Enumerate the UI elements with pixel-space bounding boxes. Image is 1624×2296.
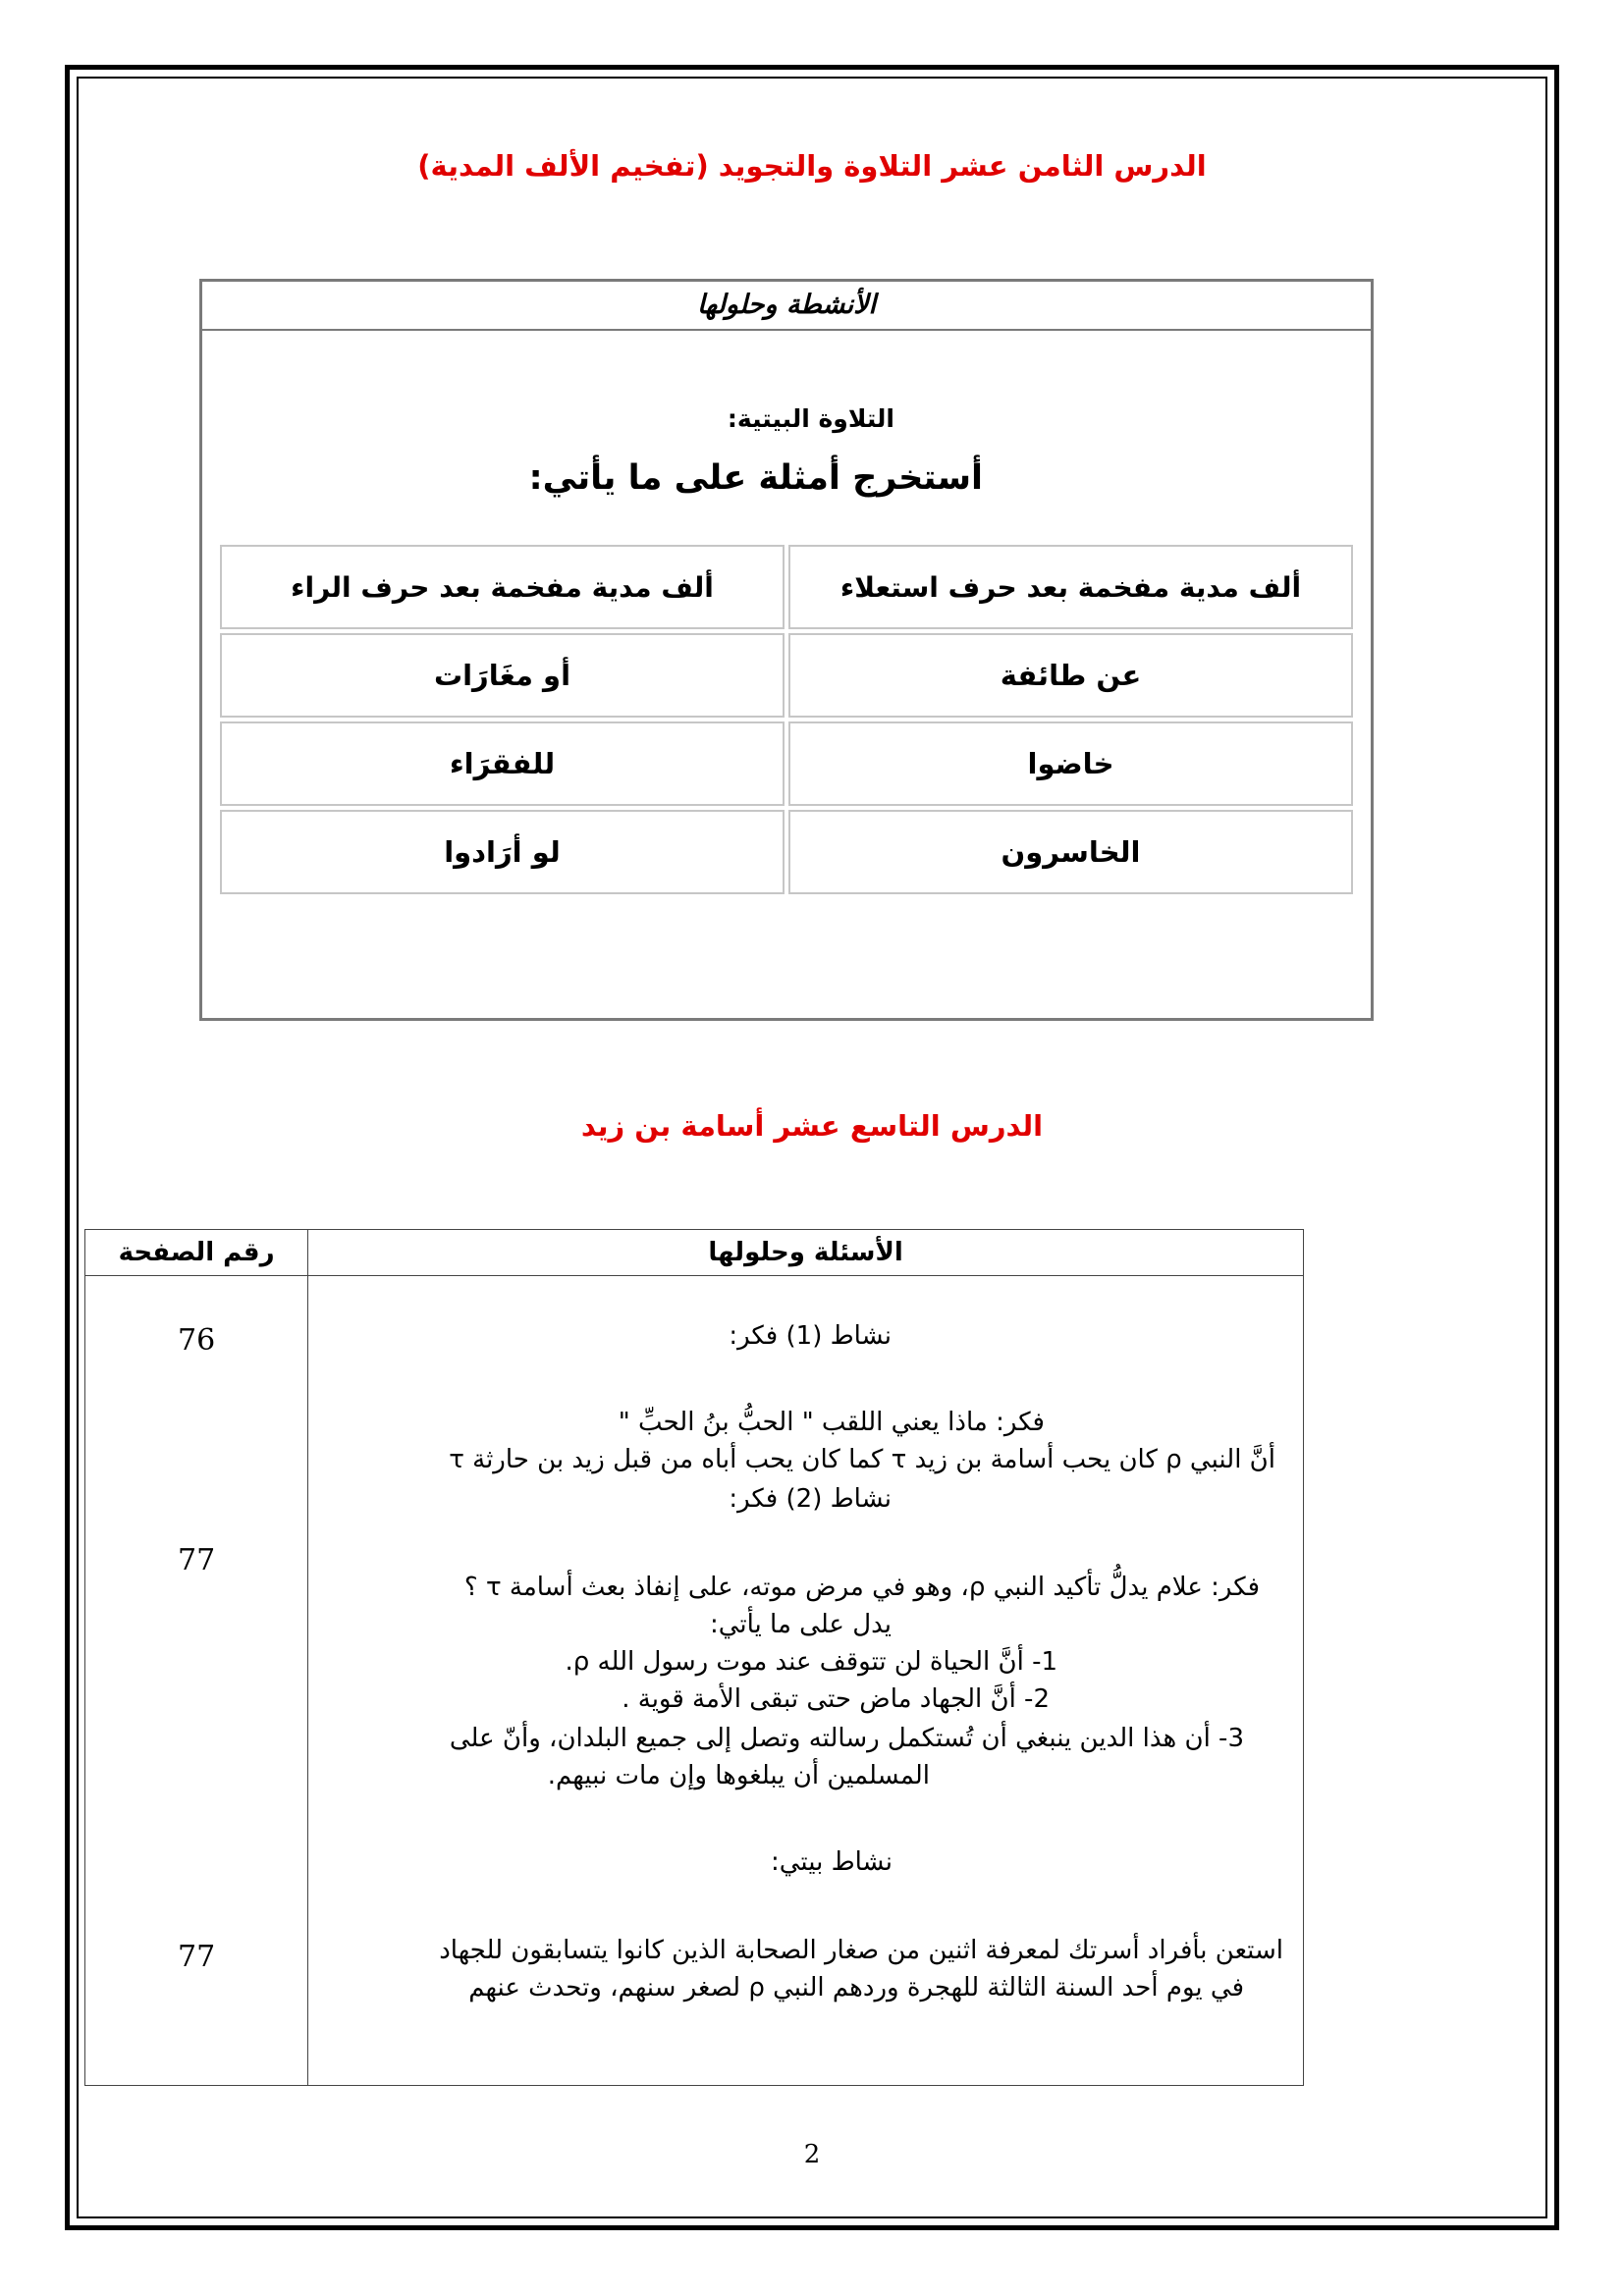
table-row	[85, 1276, 1304, 2086]
activity-2-heading: نشاط (2) فكر:	[729, 1484, 892, 1514]
questions-header: الأسئلة وحلولها	[308, 1230, 1304, 1276]
home-recitation-heading: التلاوة البيتية:	[727, 404, 894, 433]
lesson-18-title: الدرس الثامن عشر التلاوة والتجويد (تفخيم الألف المدية)	[417, 149, 1207, 183]
activity-1-heading: نشاط (1) فكر:	[729, 1321, 892, 1351]
page-number: 76	[177, 1323, 216, 1358]
page-number-footer: 2	[803, 2140, 821, 2169]
activities-box	[199, 279, 1374, 1021]
answer-line: 3- أن هذا الدين ينبغي أن تُستكمل رسالته وتصل إلى جميع البلدان، وأنّ على	[449, 1724, 1244, 1753]
table-cell: عن طائفة	[788, 633, 1353, 718]
table-cell: لو أرَادوا	[220, 810, 785, 894]
question-line: فكر: علام يدلُّ تأكيد النبي ρ، وهو في مرض موته، على إنفاذ بعث أسامة τ ؟	[463, 1573, 1260, 1602]
lesson-19-title: الدرس التاسع عشر أسامة بن زيد	[580, 1109, 1044, 1143]
table-row	[220, 721, 1353, 806]
answer-line: أنَّ النبي ρ كان يحب أسامة بن زيد τ كما كان يحب أباه من قبل زيد بن حارثة τ	[449, 1445, 1275, 1474]
question-line: فكر: ماذا يعني اللقب " الحبُّ بنُ الحبِّ "	[618, 1408, 1045, 1437]
activities-header: الأنشطة وحلولها	[202, 282, 1371, 331]
page-number: 77	[177, 1940, 216, 1974]
table-cell: أو مغَارَات	[220, 633, 785, 718]
column-header: ألف مدية مفخمة بعد حرف استعلاء	[788, 545, 1353, 629]
question-line: استعن بأفراد أسرتك لمعرفة اثنين من صغار الصحابة الذين كانوا يتسابقون للجهاد	[439, 1936, 1283, 1965]
question-line: في يوم أحد السنة الثالثة للهجرة وردهم النبي ρ لصغر سنهم، وتحدث عنهم	[468, 1973, 1244, 2002]
page-numbers-cell	[85, 1276, 308, 2086]
answer-line: المسلمين أن يبلغوها وإن مات نبيهم.	[547, 1761, 930, 1790]
home-activity-heading: نشاط بيتي:	[770, 1847, 893, 1877]
table-cell: للفقرَاء	[220, 721, 785, 806]
page-number-header: رقم الصفحة	[85, 1230, 308, 1276]
table-cell: خاضوا	[788, 721, 1353, 806]
table-row	[220, 633, 1353, 718]
column-header: ألف مدية مفخمة بعد حرف الراء	[220, 545, 785, 629]
extract-examples-instruction: أستخرج أمثلة على ما يأتي:	[528, 458, 983, 498]
questions-table	[84, 1229, 1304, 2086]
table-cell: الخاسرون	[788, 810, 1353, 894]
table-row	[220, 810, 1353, 894]
answers-cell	[308, 1276, 1304, 2086]
table-header-row	[85, 1230, 1304, 1276]
alif-examples-table	[216, 541, 1357, 898]
page-number: 77	[177, 1543, 216, 1577]
answer-line: 2- أنَّ الجهاد ماض حتى تبقى الأمة قوية .	[622, 1684, 1050, 1714]
answer-line: يدل على ما يأتي:	[709, 1610, 892, 1639]
answer-line: 1- أنَّ الحياة لن تتوقف عند موت رسول الله ρ.	[565, 1647, 1057, 1677]
table-header-row	[220, 545, 1353, 629]
